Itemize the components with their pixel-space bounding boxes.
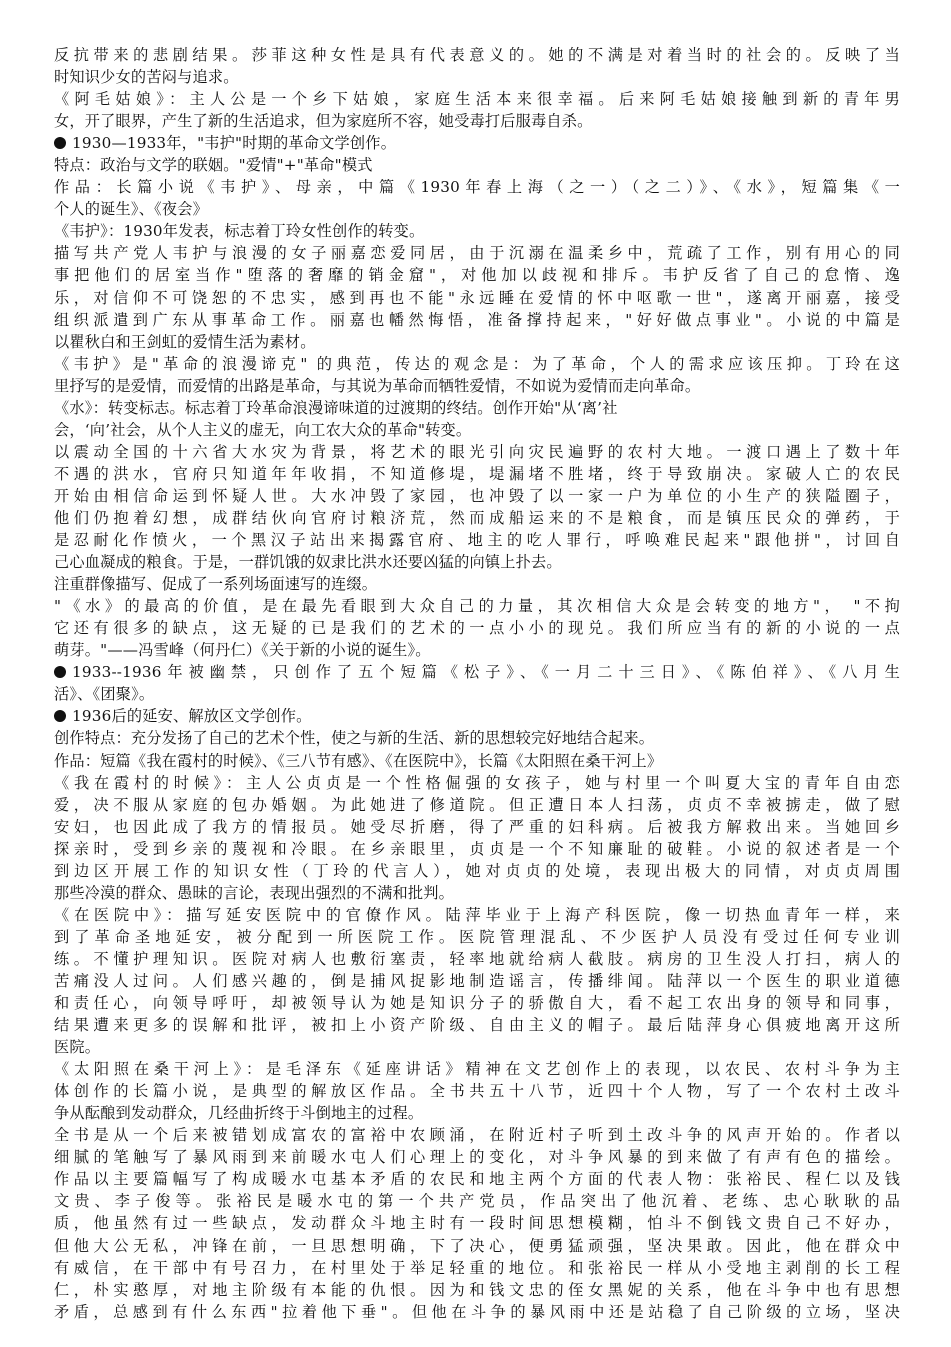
text-line-32: 创作特点：充分发扬了自己的艺术个性，使之与新的生活、新的思想较完好地结合起来。 [54, 729, 655, 748]
text-line-37: 探亲时，受到乡亲的蔑视和冷眼。在乡亲眼里，贞贞是一个不知廉耻的破鞋。小说的叙述者是一个 [54, 839, 900, 858]
heading-text: 1930—1933年，"韦护"时期的革命文学创作。 [72, 134, 397, 153]
text-line-25: 注重群像描写、促成了一系列场面速写的连缀。 [54, 575, 378, 594]
text-line-43: 苦痛没人过问。人们感兴趣的，倒是捕风捉影地制造谣言，传播绯闻。陆萍以一个医生的职业道德 [54, 971, 900, 990]
heading-text: 1936后的延安、解放区文学创作。 [72, 707, 312, 726]
text-line-35: 爱，决不服从家庭的包办婚姻。为此她进了修道院。但正遭日本人扫荡，贞贞不幸被掳走，做了慰 [54, 795, 900, 814]
text-line-23: 是忍耐化作愤火，一个黑汉子站出来揭露官府、地主的吃人罪行，呼唤难民起来"跟他拼"，讨回自 [54, 531, 900, 550]
text-line-42: 练。不懂护理知识。医院对病人也敷衍塞责，轻率地就给病人截肢。病房的卫生没人打扫，病人的 [54, 949, 900, 968]
text-line-17: 《水》：转变标志。标志着丁玲革命浪漫谛味道的过渡期的终结。创作开始"从‘离’社 [54, 398, 618, 417]
text-line-55: 但他大公无私，冲锋在前，一旦思想明确，下了决心，便勇猛顽强，坚决果敢。因此，他在群众中 [54, 1236, 900, 1255]
text-line-26: "《水》的最高的价值，是在最先看眼到大众自己的力量，其次相信大众是会转变的地方"， "不拘 [54, 597, 900, 616]
text-line-9: 《韦护》：1930年发表，标志着丁玲女性创作的转变。 [54, 222, 425, 241]
text-line-47: 《太阳照在桑干河上》：是毛泽东《延座讲话》精神在文艺创作上的表现，以农民、农村斗争为主 [54, 1060, 900, 1079]
text-line-18: 会，‘向’社会，从个人主义的虚无，向工农大众的革命"转变。 [54, 420, 472, 439]
text-line-15: 《韦护》是"革命的浪漫谛克" 的典范，传达的观念是：为了革命，个人的需求应该压抑。丁玲在这 [54, 354, 900, 373]
heading-text: 1933--1936年被幽禁，只创作了五个短篇《松子》、《一月二十三日》、《陈伯祥》、《八月生 [72, 663, 900, 682]
text-line-54: 质，他虽然有过一些缺点，发动群众斗地主时有一段时间思想模糊，怕斗不倒钱文贵自己不好办， [54, 1214, 900, 1233]
text-line-56: 有威信，在干部中有号召力，在村里处于举足轻重的地位。和张裕民一样从小受地主剥削的长工程 [54, 1258, 900, 1277]
text-line-27: 它还有很多的缺点，这无疑的已是我们的艺术的一点小小的现兑。我们所应当有的新的小说的一点 [54, 619, 900, 638]
text-line-57: 仁，朴实憨厚，对地主阶级有本能的仇恨。因为和钱文忠的侄女黑妮的关系，他在斗争中也有思想 [54, 1280, 900, 1299]
text-line-52: 作品以主要篇幅写了构成暖水屯基本矛盾的农民和地主两个方面的代表人物：张裕民、程仁以及钱 [54, 1170, 900, 1189]
text-line-2: 时知识少女的苦闷与追求。 [54, 68, 239, 87]
text-line-16: 里抒写的是爱情，而爱情的出路是革命，与其说为革命而牺牲爱情，不如说为爱情而走向革命。 [54, 376, 701, 395]
text-line-45: 结果遭来更多的误解和批评，被扣上小资产阶级、自由主义的帽子。最后陆萍身心俱疲地离开这所 [54, 1016, 900, 1035]
text-line-38: 到边区开展工作的知识女性（丁玲的代言人），她对贞贞的处境，表现出极大的同情，对贞贞周围 [54, 861, 900, 880]
heading-1930-1933 [54, 132, 900, 154]
text-line-58: 矛盾，总感到有什么东西"拉着他下垂"。但他在斗争的暴风雨中还是站稳了自己阶级的立场，坚决 [54, 1302, 900, 1321]
text-line-46: 医院。 [54, 1038, 101, 1057]
text-line-24: 己心血凝成的粮食。于是，一群饥饿的奴隶比洪水还要凶猛的向镇上扑去。 [54, 553, 562, 572]
text-line-40: 《在医院中》：描写延安医院中的官僚作风。陆萍毕业于上海产科医院，像一切热血青年一样，来 [54, 905, 900, 924]
text-line-21: 开始由相信命运到怀疑人世。大水冲毁了家园，也冲毁了以一家一户为单位的小生产的狭隘圈子， [54, 486, 900, 505]
text-line-20: 不遇的洪水，官府只知道年年收捐，不知道修堤，堤漏堵不胜堵，终于导致崩决。家破人亡的农民 [54, 464, 900, 483]
text-line-28: 萌芽。"——冯雪峰（何丹仁）《关于新的小说的诞生》。 [54, 641, 431, 660]
text-line-13: 组织派遣到广东从事革命工作。丽嘉也幡然悔悟，准备撑持起来，"好好做点事业"。小说的中篇是 [54, 310, 900, 329]
text-line-41: 到了革命圣地延安，被分配到一所医院工作。医院管理混乱、不少医护人员没有受过任何专业训 [54, 927, 900, 946]
text-line-7: 作品：长篇小说《韦护》、母亲，中篇《1930年春上海（之一）（之二）》、《水》，短篇集《一 [54, 178, 900, 197]
text-line-34: 《我在霞村的时候》：主人公贞贞是一个性格倔强的女孩子，她与村里一个叫夏大宝的青年自由恋 [54, 773, 900, 792]
text-line-11: 事把他们的居室当作"堕落的奢靡的销金窟"，对他加以歧视和排斥。韦护反省了自己的怠惰、逸 [54, 266, 900, 285]
bullet-icon [54, 710, 66, 722]
text-line-30: 活》、《团聚》。 [54, 685, 155, 704]
text-line-22: 他们仍抱着幻想，成群结伙向官府讨粮济荒，然而成船运来的不是粮食，而是镇压民众的弹药，于 [54, 508, 900, 527]
bullet-icon [54, 137, 66, 149]
text-line-10: 描写共产党人韦护与浪漫的女子丽嘉恋爱同居，由于沉溺在温柔乡中，荒疏了工作，别有用心的同 [54, 244, 900, 263]
text-line-49: 争从酝酿到发动群众，几经曲折终于斗倒地主的过程。 [54, 1104, 424, 1123]
document-page [54, 44, 900, 1323]
text-line-3: 《阿毛姑娘》：主人公是一个乡下姑娘，家庭生活本来很幸福。后来阿毛姑娘接触到新的青年男 [54, 90, 900, 109]
text-line-53: 文贵、李子俊等。张裕民是暖水屯的第一个共产党员，作品突出了他沉着、老练、忠心耿耿的品 [54, 1192, 900, 1211]
heading-1933-1936 [54, 661, 900, 683]
text-line-8: 个人的诞生》、《夜会》 [54, 200, 209, 219]
text-line-12: 乐，对信仰不可饶恕的不忠实，感到再也不能"永远睡在爱情的怀中呕歌一世"，遂离开丽嘉，接受 [54, 288, 900, 307]
text-line-44: 和责任心，向领导呼吁，却被领导认为她是知识分子的骄傲自大，看不起工农出身的领导和同事， [54, 994, 900, 1013]
text-line-50: 全书是从一个后来被错划成富农的富裕中农顾涌，在附近村子听到土改斗争的风声开始的。作者以 [54, 1126, 900, 1145]
text-line-4: 女，开了眼界，产生了新的生活追求，但为家庭所不容，她受毒打后服毒自杀。 [54, 112, 593, 131]
text-line-48: 体创作的长篇小说，是典型的解放区作品。全书共五十八节，近四十个人物，写了一个农村土改斗 [54, 1082, 900, 1101]
text-line-1: 反抗带来的悲剧结果。莎菲这种女性是具有代表意义的。她的不满是对着当时的社会的。反映了当 [54, 46, 900, 64]
bullet-icon [54, 666, 66, 678]
text-line-39: 那些冷漠的群众、愚昧的言论，表现出强烈的不满和批判。 [54, 883, 455, 902]
text-line-36: 安妇，也因此成了我方的情报员。她受尽折磨，得了严重的妇科病。后被我方解救出来。当她回乡 [54, 817, 900, 836]
text-line-19: 以震动全国的十六省大水灾为背景，将艺术的眼光引向灾民遍野的农村大地。一渡口遇上了数十年 [54, 442, 900, 461]
text-line-14: 以瞿秋白和王剑虹的爱情生活为素材。 [54, 332, 316, 351]
text-line-33: 作品：短篇《我在霞村的时候》、《三八节有感》、《在医院中》，长篇《太阳照在桑干河上》 [54, 751, 663, 770]
text-line-51: 细腻的笔触写了暴风雨到来前暖水屯人们心理上的变化，对斗争风暴的到来做了有声有色的描绘。 [54, 1148, 900, 1167]
heading-1936 [54, 705, 900, 727]
text-line-6: 特点：政治与文学的联姻。"爱情"+"革命"模式 [54, 156, 373, 175]
